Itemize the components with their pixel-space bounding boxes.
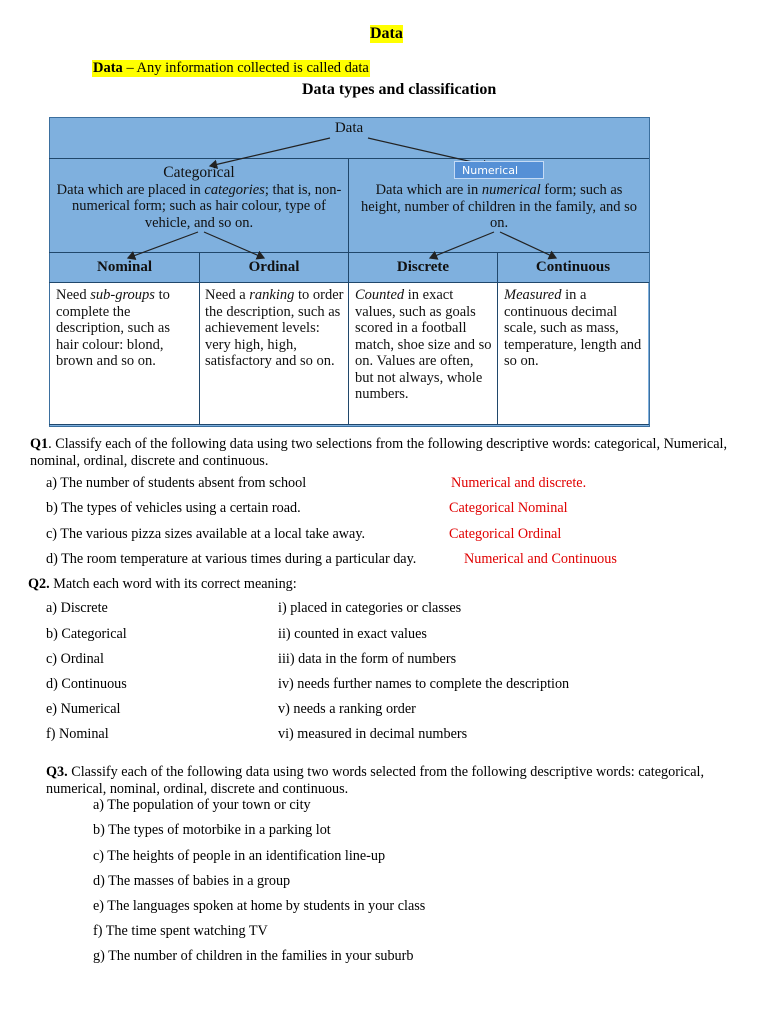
q1-item-c: c) The various pizza sizes available at a local take away. [46,526,366,542]
q2-word: d) Continuous [46,676,127,692]
q1-answer-c: Categorical Ordinal [449,526,562,542]
q2-word: a) Discrete [46,600,108,616]
q1-item-b: b) The types of vehicles using a certain road. [46,500,301,516]
q3-prompt: Q3. Classify each of the following data using two words selected from the following descriptive words: categorical, numerical, nominal, ordinal, discrete and continuous. [46,764,704,797]
arrow-to-nominal [128,232,198,258]
categorical-title: Categorical [163,164,235,181]
q1-item-a: a) The number of students absent from school [46,475,307,491]
q2-meaning: v) needs a ranking order [278,701,416,717]
q2-word: b) Categorical [46,626,127,642]
q2-meaning: i) placed in categories or classes [278,600,462,616]
page-title: Data [370,25,403,42]
section-subtitle: Data types and classification [302,81,497,98]
q3-item: g) The number of children in the families in your suburb [93,948,414,964]
q1-item-d: d) The room temperature at various times during a particular day. [46,551,417,567]
numerical-label: Numerical [454,161,544,179]
definition-text: – Any information collected is called data [122,60,369,76]
arrow-to-discrete [430,232,494,258]
q3-item: b) The types of motorbike in a parking lot [93,822,331,838]
ordinal-description: Need a ranking to order the description, such as achievement levels: very high, high, satisfactory and so on. [205,287,344,369]
q3-item: d) The masses of babies in a group [93,873,291,889]
q3-item: a) The population of your town or city [93,797,311,813]
q3-item: f) The time spent watching TV [93,923,268,939]
discrete-heading: Discrete [396,259,450,275]
q1-prompt: Q1. Classify each of the following data using two selections from the following descriptive words: categorical, Numerical, nominal, ordinal, discrete and continuous. [30,436,727,469]
q1-answer-a: Numerical and discrete. [451,475,587,491]
q2-word: e) Numerical [46,701,121,717]
q2-meaning: iv) needs further names to complete the description [278,676,570,692]
arrow-to-categorical [210,138,330,166]
continuous-description: Measured in a continuous decimal scale, such as mass, temperature, length and so on. [504,287,642,369]
numerical-description: Data which are in numerical form; such as height, number of children in the family, and so on. [360,182,638,231]
nominal-description: Need sub-groups to complete the description, such as hair colour: blond, brown and so on. [56,287,170,369]
discrete-description: Counted in exact values, such as goals scored in a football match, shoe size and so on. Values are often, but not always, whole numbers. [355,287,492,402]
q1-answer-b: Categorical Nominal [449,500,568,516]
q2-meaning: ii) counted in exact values [278,626,427,642]
q1-answer-d: Numerical and Continuous [464,551,617,567]
categorical-description: Data which are placed in categories; that is, non-numerical form; such as hair colour, type of vehicle, and so on. [56,181,342,231]
nominal-heading: Nominal [96,259,152,275]
arrow-to-continuous [500,232,556,258]
q3-item: c) The heights of people in an identification line-up [93,848,386,864]
table-header-data: Data [334,120,364,136]
q2-prompt: Q2. Match each word with its correct meaning: [28,576,297,592]
q3-item: e) The languages spoken at home by students in your class [93,898,426,914]
arrow-to-ordinal [204,232,264,258]
q2-word: c) Ordinal [46,651,104,667]
q2-word: f) Nominal [46,726,109,742]
q2-meaning: vi) measured in decimal numbers [278,726,468,742]
continuous-heading: Continuous [535,259,611,275]
definition-term: Data [93,60,123,76]
categorical-cell [54,165,344,231]
q2-meaning: iii) data in the form of numbers [278,651,457,667]
ordinal-heading: Ordinal [248,259,300,275]
